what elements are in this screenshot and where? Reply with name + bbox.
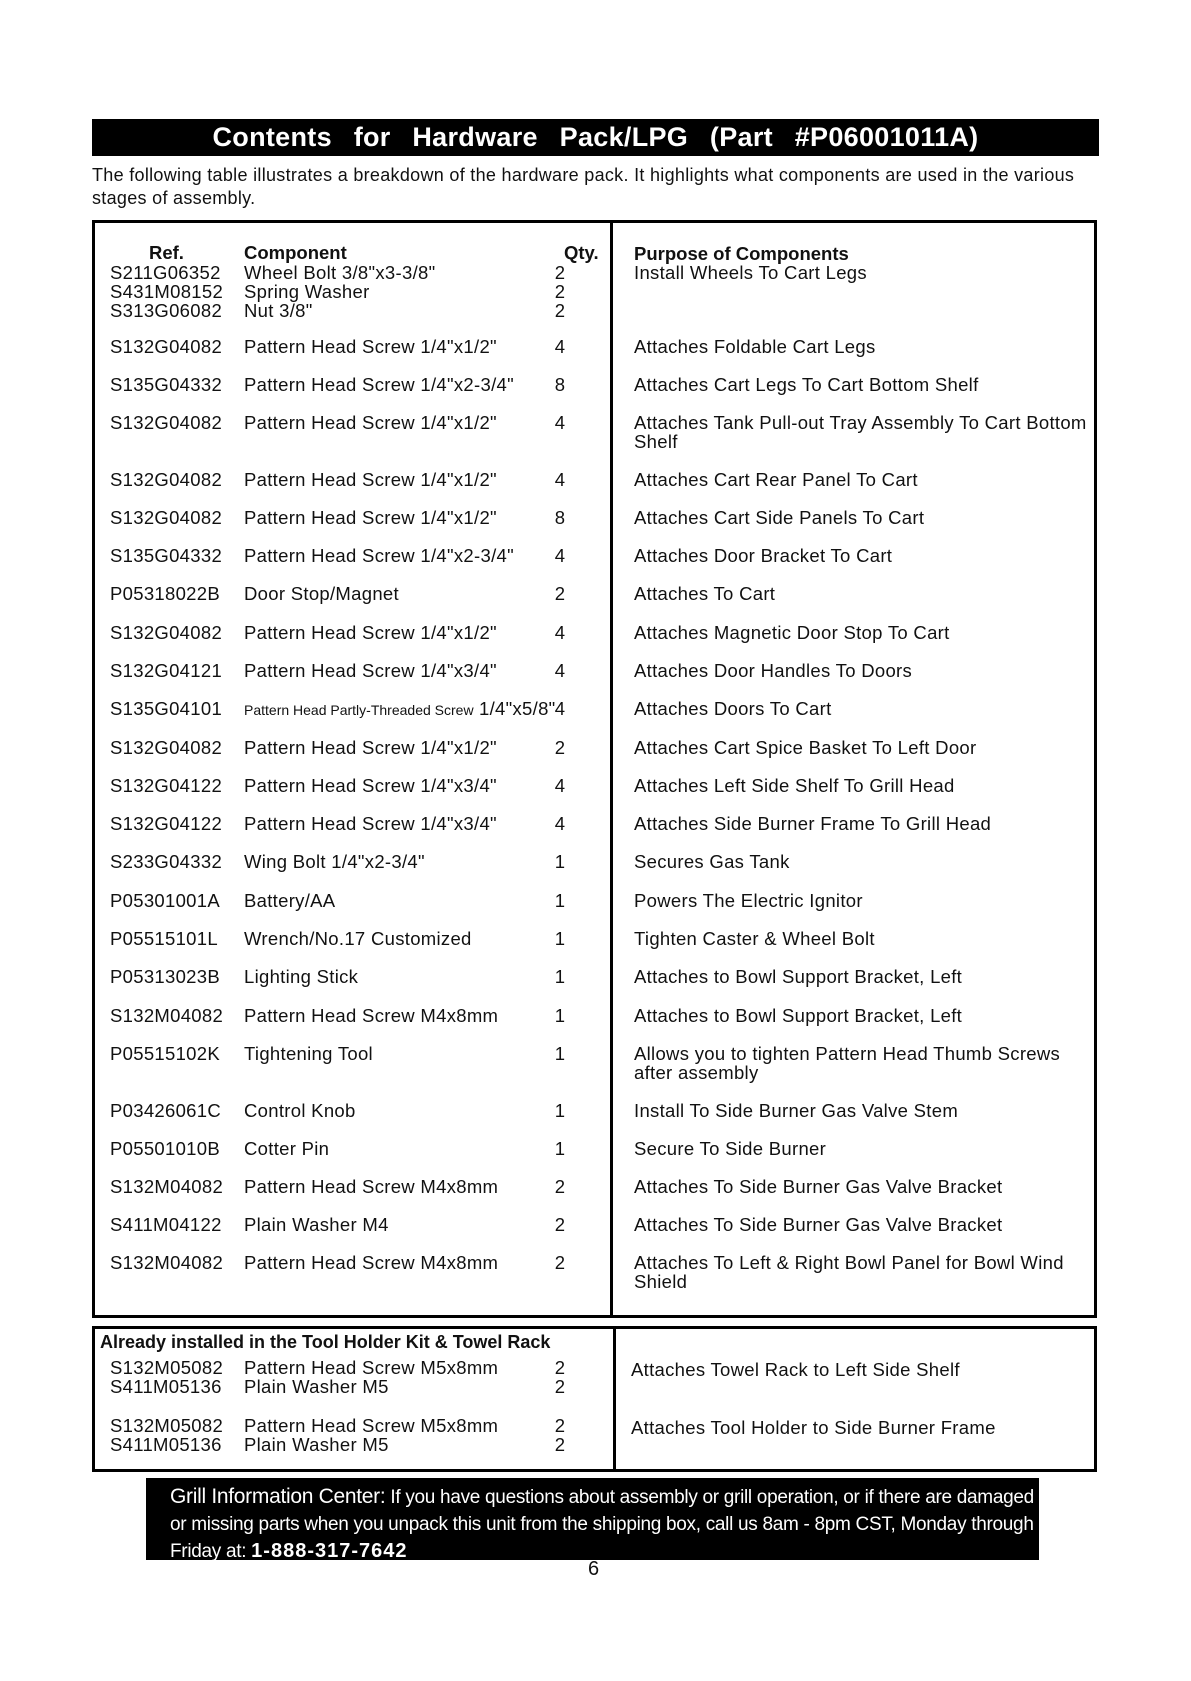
ref-cell: S211G06352 S431M08152 S313G06082 — [110, 262, 224, 321]
component-cell — [244, 699, 556, 720]
qty-cell: 4 — [554, 813, 566, 834]
ref-cell: S132G04082 — [110, 469, 223, 490]
page-title: Contents for Hardware Pack/LPG (Part #P06001011A) — [92, 119, 1099, 156]
ref-cell: S132G04122 — [110, 775, 223, 796]
kit-header: Already installed in the Tool Holder Kit & Towel Rack — [100, 1332, 551, 1352]
qty-cell: 1 — [554, 1005, 566, 1026]
qty-cell: 4 — [554, 412, 566, 433]
ref-cell: P05301001A — [110, 890, 220, 911]
purpose-cell: Attaches Doors To Cart — [634, 698, 832, 719]
component-cell: Wing Bolt 1/4"x2-3/4" — [244, 851, 425, 872]
qty-cell: 2 — [554, 1214, 566, 1235]
component-name: Pattern Head Partly-Threaded Screw — [244, 702, 474, 718]
ref-cell: S233G04332 — [110, 851, 223, 872]
qty-cell: 4 — [554, 775, 566, 796]
component-cell: Pattern Head Screw M5x8mm Plain Washer M5 — [244, 1415, 499, 1455]
purpose-cell: Attaches Towel Rack to Left Side Shelf — [631, 1359, 960, 1380]
qty-cell: 8 — [554, 507, 566, 528]
component-cell: Wheel Bolt 3/8"x3-3/8" Spring Washer Nut 3/8" — [244, 262, 436, 321]
component-cell: Pattern Head Screw 1/4"x2-3/4" — [244, 545, 514, 566]
component-cell: Pattern Head Screw 1/4"x1/2" — [244, 507, 497, 528]
header-component: Component — [244, 242, 347, 263]
purpose-cell: Install To Side Burner Gas Valve Stem — [634, 1100, 959, 1121]
qty-cell: 2 — [554, 737, 566, 758]
qty-cell: 2 — [554, 583, 566, 604]
component-cell: Tightening Tool — [244, 1043, 373, 1064]
ref-cell: S135G04332 — [110, 545, 223, 566]
purpose-cell: Attaches Cart Side Panels To Cart — [634, 507, 925, 528]
header-ref: Ref. — [149, 242, 184, 263]
purpose-cell: Attaches To Side Burner Gas Valve Bracket — [634, 1214, 1003, 1235]
header-purpose: Purpose of Components — [634, 243, 849, 264]
qty-cell: 2 — [554, 1176, 566, 1197]
component-cell: Pattern Head Screw M5x8mm Plain Washer M5 — [244, 1357, 499, 1397]
component-cell: Pattern Head Screw 1/4"x1/2" — [244, 622, 497, 643]
qty-cell: 1 — [554, 1100, 566, 1121]
ref-cell: P03426061C — [110, 1100, 222, 1121]
component-cell: Door Stop/Magnet — [244, 583, 399, 604]
ref-cell: S132G04122 — [110, 813, 223, 834]
component-cell: Pattern Head Screw 1/4"x3/4" — [244, 813, 497, 834]
component-cell: Pattern Head Screw 1/4"x1/2" — [244, 469, 497, 490]
qty-cell: 8 — [554, 374, 566, 395]
qty-cell: 2 2 — [554, 1357, 566, 1397]
kit-table — [92, 1326, 1097, 1472]
ref-cell: P05515102K — [110, 1043, 220, 1064]
purpose-cell: Attaches Cart Spice Basket To Left Door — [634, 737, 977, 758]
ref-cell: S132G04082 — [110, 622, 223, 643]
info-lead: Grill Information Center: — [170, 1485, 386, 1508]
info-center-banner — [146, 1478, 1039, 1560]
purpose-cell: Attaches Door Bracket To Cart — [634, 545, 893, 566]
component-cell: Battery/AA — [244, 890, 336, 911]
page-number: 6 — [588, 1558, 600, 1580]
component-cell: Wrench/No.17 Customized — [244, 928, 472, 949]
component-cell: Pattern Head Screw M4x8mm — [244, 1005, 499, 1026]
phone-number: 1-888-317-7642 — [251, 1540, 408, 1562]
ref-cell: S132M05082 S411M05136 — [110, 1357, 224, 1397]
purpose-cell: Attaches Tool Holder to Side Burner Frame — [631, 1417, 996, 1438]
column-divider — [613, 1329, 616, 1469]
component-cell: Control Knob — [244, 1100, 356, 1121]
ref-cell: S135G04332 — [110, 374, 223, 395]
qty-cell: 1 — [554, 1043, 566, 1064]
ref-cell: P05515101L — [110, 928, 218, 949]
purpose-cell: Attaches To Cart — [634, 583, 776, 604]
component-cell: Pattern Head Screw 1/4"x2-3/4" — [244, 374, 514, 395]
ref-cell: S411M04122 — [110, 1214, 222, 1235]
qty-cell: 1 — [554, 966, 566, 987]
qty-cell: 2 2 2 — [554, 262, 566, 321]
ref-cell: P05313023B — [110, 966, 220, 987]
purpose-cell: Attaches Magnetic Door Stop To Cart — [634, 622, 950, 643]
purpose-cell: Attaches To Side Burner Gas Valve Bracket — [634, 1176, 1003, 1197]
component-cell: Lighting Stick — [244, 966, 359, 987]
qty-cell: 2 2 — [554, 1415, 566, 1455]
ref-cell: S132G04082 — [110, 336, 223, 357]
component-size: 1/4"x5/8" — [473, 698, 556, 719]
qty-cell: 2 — [554, 1252, 566, 1273]
component-cell: Pattern Head Screw 1/4"x3/4" — [244, 660, 497, 681]
qty-cell: 4 — [554, 698, 566, 719]
ref-cell: P05501010B — [110, 1138, 220, 1159]
header-qty: Qty. — [564, 242, 599, 263]
purpose-cell: Powers The Electric Ignitor — [634, 890, 863, 911]
ref-cell: P05318022B — [110, 583, 220, 604]
qty-cell: 1 — [554, 851, 566, 872]
purpose-cell: Attaches Door Handles To Doors — [634, 660, 913, 681]
qty-cell: 4 — [554, 660, 566, 681]
component-cell: Plain Washer M4 — [244, 1214, 389, 1235]
ref-cell: S132M04082 — [110, 1252, 224, 1273]
purpose-cell: Attaches Cart Legs To Cart Bottom Shelf — [634, 374, 979, 395]
purpose-cell: Allows you to tighten Pattern Head Thumb Screws after assembly — [634, 1043, 1061, 1083]
purpose-cell: Attaches Side Burner Frame To Grill Head — [634, 813, 992, 834]
qty-cell: 4 — [554, 545, 566, 566]
purpose-cell: Attaches To Left & Right Bowl Panel for Bowl Wind Shield — [634, 1252, 1064, 1292]
component-cell: Pattern Head Screw 1/4"x1/2" — [244, 737, 497, 758]
purpose-cell: Secures Gas Tank — [634, 851, 790, 872]
qty-cell: 4 — [554, 622, 566, 643]
intro-text: The following table illustrates a breakdown of the hardware pack. It highlights what components are used in the various stages of assembly. — [92, 165, 1075, 208]
purpose-cell: Attaches to Bowl Support Bracket, Left — [634, 1005, 963, 1026]
qty-cell: 4 — [554, 469, 566, 490]
purpose-cell: Attaches Tank Pull-out Tray Assembly To Cart Bottom Shelf — [634, 412, 1087, 452]
ref-cell: S132G04082 — [110, 412, 223, 433]
component-cell: Pattern Head Screw M4x8mm — [244, 1252, 499, 1273]
hardware-table — [92, 220, 1097, 1318]
purpose-cell: Secure To Side Burner — [634, 1138, 827, 1159]
purpose-cell: Attaches Foldable Cart Legs — [634, 336, 876, 357]
component-cell: Pattern Head Screw 1/4"x1/2" — [244, 336, 497, 357]
ref-cell: S135G04101 — [110, 698, 223, 719]
column-divider — [610, 223, 613, 1315]
purpose-cell: Attaches to Bowl Support Bracket, Left — [634, 966, 963, 987]
ref-cell: S132M04082 — [110, 1176, 224, 1197]
info-body: If you have questions about assembly or grill operation, or if there are damaged or missing parts when you unpack this unit from the shipping box, call us 8am - 8pm CST, Monday through Friday at: — [170, 1487, 1034, 1562]
qty-cell: 4 — [554, 336, 566, 357]
purpose-cell: Tighten Caster & Wheel Bolt — [634, 928, 875, 949]
purpose-cell: Install Wheels To Cart Legs — [634, 262, 867, 283]
component-cell: Pattern Head Screw 1/4"x1/2" — [244, 412, 497, 433]
ref-cell: S132M05082 S411M05136 — [110, 1415, 224, 1455]
component-cell: Cotter Pin — [244, 1138, 330, 1159]
ref-cell: S132M04082 — [110, 1005, 224, 1026]
purpose-cell: Attaches Cart Rear Panel To Cart — [634, 469, 918, 490]
component-cell: Pattern Head Screw M4x8mm — [244, 1176, 499, 1197]
qty-cell: 1 — [554, 928, 566, 949]
qty-cell: 1 — [554, 1138, 566, 1159]
component-cell: Pattern Head Screw 1/4"x3/4" — [244, 775, 497, 796]
ref-cell: S132G04121 — [110, 660, 223, 681]
ref-cell: S132G04082 — [110, 737, 223, 758]
qty-cell: 1 — [554, 890, 566, 911]
ref-cell: S132G04082 — [110, 507, 223, 528]
purpose-cell: Attaches Left Side Shelf To Grill Head — [634, 775, 955, 796]
